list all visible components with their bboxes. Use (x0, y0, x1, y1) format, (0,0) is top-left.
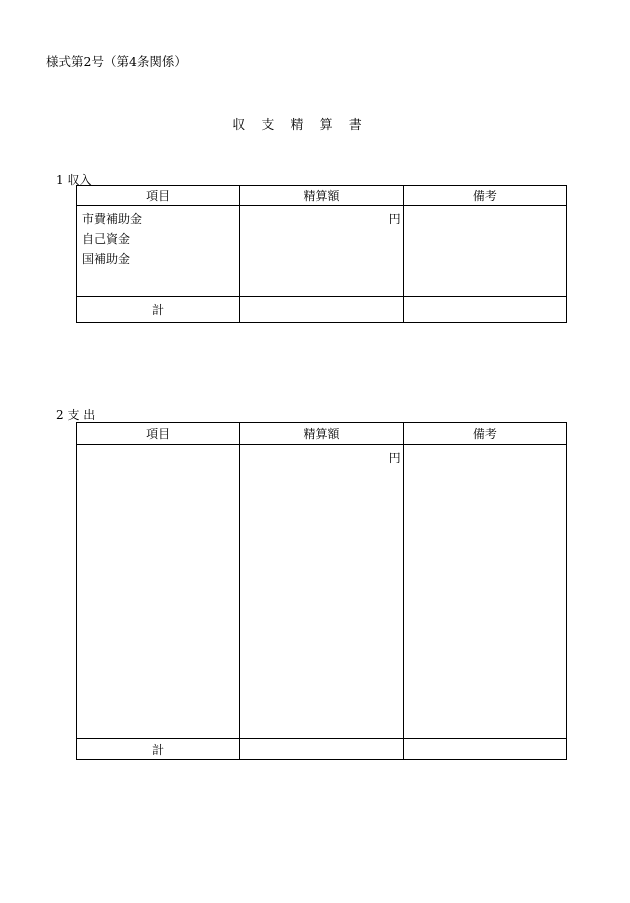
income-unit: 円 (388, 212, 401, 226)
income-amount-cell[interactable] (240, 206, 403, 297)
income-col-remarks: 備考 (403, 186, 566, 206)
income-total-label: 計 (77, 297, 240, 323)
expense-col-amount: 精算額 (240, 423, 403, 445)
expense-table (76, 422, 567, 760)
form-number: 様式第2号（第4条関係） (46, 54, 187, 69)
expense-total-amount[interactable] (240, 739, 403, 760)
expense-remarks-cell[interactable] (403, 445, 566, 739)
expense-amount-cell[interactable] (240, 445, 403, 739)
expense-total-label: 計 (77, 739, 240, 760)
income-table (76, 185, 567, 323)
income-heading: 1 収入 (56, 173, 92, 187)
expense-total-remarks[interactable] (403, 739, 566, 760)
income-item: 市費補助金 (82, 212, 143, 226)
expense-col-remarks: 備考 (403, 423, 566, 445)
expense-col-item: 項目 (77, 423, 240, 445)
expense-unit: 円 (388, 451, 401, 465)
expense-items-cell[interactable] (77, 445, 240, 739)
income-col-item: 項目 (77, 186, 240, 206)
income-total-remarks[interactable] (403, 297, 566, 323)
document-title: 収 支 精 算 書 (232, 118, 368, 133)
income-items-cell (77, 206, 240, 297)
income-remarks-cell[interactable] (403, 206, 566, 297)
income-item: 自己資金 (82, 232, 131, 246)
income-col-amount: 精算額 (240, 186, 403, 206)
expense-heading: 2 支 出 (56, 408, 96, 422)
income-total-amount[interactable] (240, 297, 403, 323)
income-item: 国補助金 (82, 252, 131, 266)
